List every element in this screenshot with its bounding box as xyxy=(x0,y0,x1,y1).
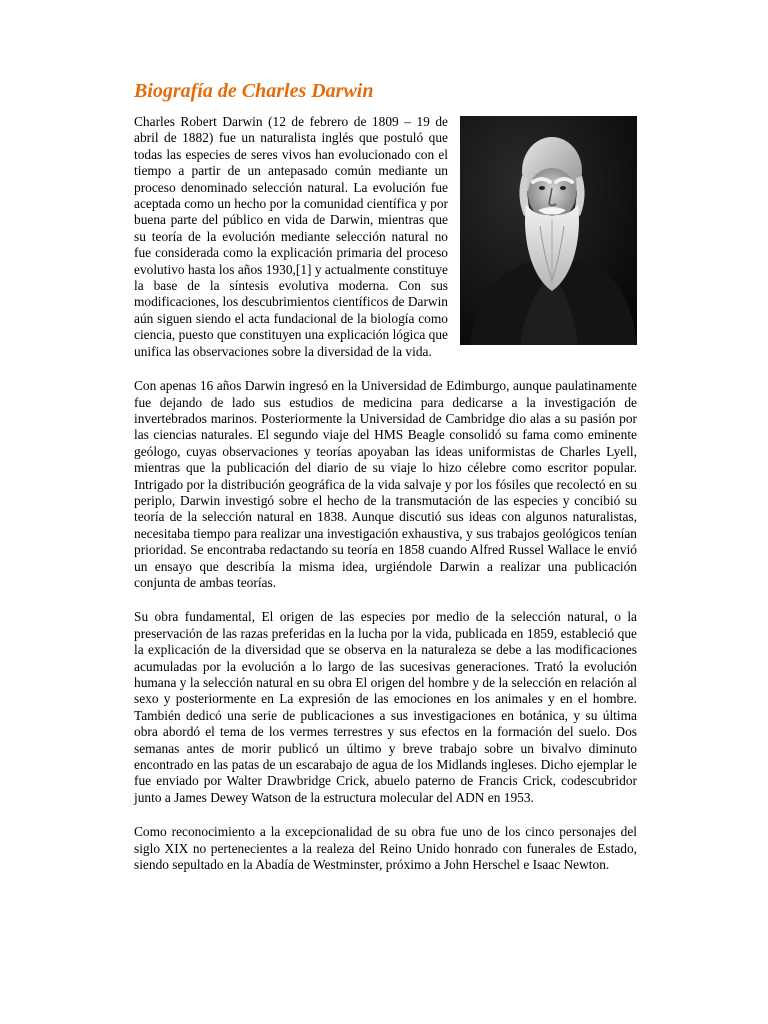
document-title: Biografía de Charles Darwin xyxy=(134,80,374,102)
paragraph-4: Como reconocimiento a la excepcionalidad de su obra fue uno de los cinco personajes del siglo XIX no pertenecientes a la realeza del Reino Unido honrado con funerales de Estado, siendo sepultado en la Abadía de Westminster, próximo a John Herschel e Isaac Newton. xyxy=(134,824,637,873)
paragraph-1: Charles Robert Darwin (12 de febrero de 1809 – 19 de abril de 1882) fue un naturalista inglés que postuló que todas las especies de seres vivos han evolucionado con el tiempo a partir de un antepasado común mediante un proceso denominado selección natural. La evolución fue aceptada como un hecho por la comunidad científica y por buena parte del público en vida de Darwin, mientras que su teoría de la evolución mediante selección natural no fue considerada como la explicación primaria del proceso evolutivo hasta los años 1930,[1] y actualmente constituye la base de la síntesis evolutiva moderna. Con sus modificaciones, los descubrimientos científicos de Darwin aún siguen siendo el acta fundacional de la biología como ciencia, puesto que constituyen una explicación lógica que unifica las observaciones sobre la diversidad de la vida. xyxy=(134,114,448,359)
portrait-photo xyxy=(460,116,637,345)
document-page xyxy=(134,78,637,891)
paragraph-3: Su obra fundamental, El origen de las especies por medio de la selección natural, o la preservación de las razas preferidas en la lucha por la vida, publicada en 1859, estableció que la explicación de la diversidad que se observa en la naturaleza se debe a las modificaciones acumuladas por la evolución a lo largo de las sucesivas generaciones. Trató la evolución humana y la selección natural en su obra El origen del hombre y de la selección en relación al sexo y posteriormente en La expresión de las emociones en los animales y en el hombre. También dedicó una serie de publicaciones a sus investigaciones en botánica, y su última obra abordó el tema de los vermes terrestres y sus efectos en la formación del suelo. Dos semanas antes de morir publicó un último y breve trabajo sobre un bivalvo diminuto encontrado en las patas de un escarabajo de agua de los Midlands ingleses. Dicho ejemplar le fue enviado por Walter Drawbridge Crick, abuelo paterno de Francis Crick, codescubridor junto a James Dewey Watson de la estructura molecular del ADN en 1953. xyxy=(134,609,637,805)
paragraph-2: Con apenas 16 años Darwin ingresó en la Universidad de Edimburgo, aunque paulatinamente fue dejando de lado sus estudios de medicina para dedicarse a la investigación de invertebrados marinos. Posteriormente la Universidad de Cambridge dio alas a su pasión por las ciencias naturales. El segundo viaje del HMS Beagle consolidó su fama como eminente geólogo, cuyas observaciones y teorías apoyaban las ideas uniformistas de Charles Lyell, mientras que la publicación del diario de su viaje lo hizo célebre como escritor popular. Intrigado por la distribución geográfica de la vida salvaje y por los fósiles que recolectó en su periplo, Darwin investigó sobre el hecho de la transmutación de las especies y concibió su teoría de la selección natural en 1838. Aunque discutió sus ideas con algunos naturalistas, necesitaba tiempo para realizar una investigación exhaustiva, y sus trabajos geológicos tenían prioridad. Se encontraba redactando su teoría en 1858 cuando Alfred Russel Wallace le envió un ensayo que describía la misma idea, urgiéndole Darwin a realizar una publicación conjunta de ambas teorías. xyxy=(134,378,637,590)
